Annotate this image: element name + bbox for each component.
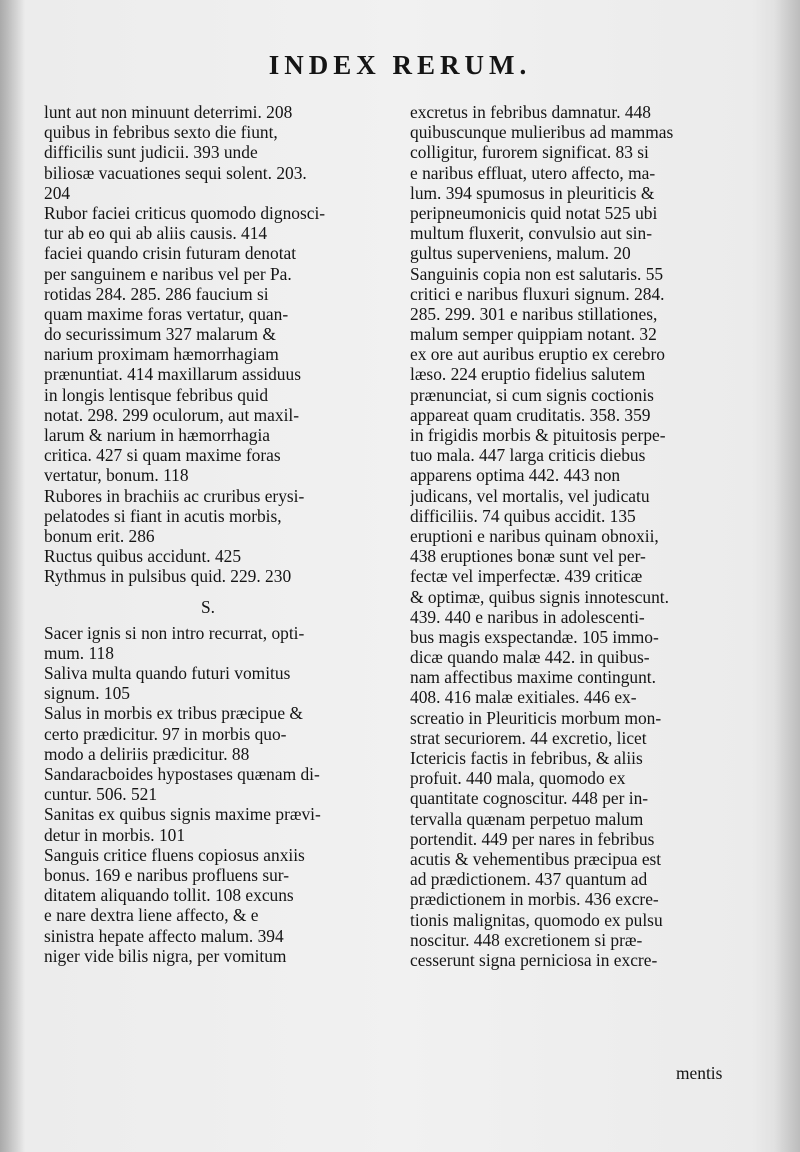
index-line: Sanguinis copia non est salutaris. 55 [410, 263, 664, 284]
index-line: apparens optima 442. 443 non [410, 465, 621, 486]
index-line: ex ore aut auribus eruptio ex cerebro [410, 344, 665, 365]
index-line: mum. 118 [44, 642, 114, 663]
index-line: appareat quam cruditatis. 358. 359 [410, 404, 651, 425]
index-line: S. [200, 596, 216, 617]
index-line: detur in morbis. 101 [44, 824, 186, 845]
index-line: malum semper quippiam notant. 32 [410, 324, 657, 345]
index-line: Rubores in brachiis ac cruribus erysi- [44, 485, 305, 506]
index-line: rotidas 284. 285. 286 faucium si [44, 283, 269, 304]
index-line: 204 [44, 182, 71, 203]
index-line: notat. 298. 299 oculorum, aut maxil- [44, 404, 300, 425]
index-line: screatio in Pleuriticis morbum mon- [410, 707, 662, 728]
index-line: Sacer ignis si non intro recurrat, opti- [44, 622, 305, 643]
index-line: excretus in febribus damnatur. 448 [410, 102, 651, 122]
index-line: nam affectibus maxime contingunt. [410, 667, 656, 688]
index-line: 439. 440 e naribus in adolescenti- [410, 606, 645, 627]
index-line: signum. 105 [44, 683, 130, 704]
index-line: multum fluxerit, convulsio aut sin- [410, 223, 652, 244]
index-line: tuo mala. 447 larga criticis diebus [410, 445, 646, 466]
index-line: & optimæ, quibus signis innotescunt. [410, 586, 669, 607]
index-line: pelatodes si fiant in acutis morbis, [44, 505, 282, 526]
index-line: tervalla quænam perpetuo malum [410, 808, 644, 829]
index-line: Rubor faciei criticus quomodo dignosci- [44, 202, 326, 223]
index-line: difficilis sunt judicii. 393 unde [44, 142, 258, 163]
index-line: e naribus effluat, utero affecto, ma- [410, 162, 656, 183]
index-line: quantitate cognoscitur. 448 per in- [410, 788, 649, 809]
index-line: Ictericis factis in febribus, & aliis [410, 748, 643, 768]
index-line: lum. 394 spumosus in pleuriticis & [410, 182, 655, 203]
index-line: quibuscunque mulieribus ad mammas [410, 122, 674, 143]
index-line: portendit. 449 per nares in febribus [410, 828, 655, 849]
index-line: lunt aut non minuunt deterrimi. 208 [44, 102, 293, 122]
right-index-column [410, 102, 740, 970]
index-line: do securissimum 327 malarum & [44, 324, 276, 345]
index-line: prænunciat, si cum signis coctionis [410, 384, 654, 405]
index-line: gultus superveniens, malum. 20 [410, 243, 631, 264]
index-line: læso. 224 eruptio fidelius salutem [410, 364, 646, 385]
gutter-shadow [0, 0, 26, 1152]
index-line: difficiliis. 74 quibus accidit. 135 [410, 505, 636, 526]
index-line: ad prædictionem. 437 quantum ad [410, 869, 648, 890]
index-line: 285. 299. 301 e naribus stillationes, [410, 303, 658, 324]
page-edge-shadow [774, 0, 800, 1152]
index-line: faciei quando crisin futuram denotat [44, 243, 297, 264]
index-line: larum & narium in hæmorrhagia [44, 425, 271, 445]
index-line: tionis malignitas, quomodo ex pulsu [410, 909, 663, 930]
index-line: cesserunt signa perniciosa in excre- [410, 949, 658, 970]
index-line: 408. 416 malæ exitiales. 446 ex- [410, 687, 637, 708]
index-line: per sanguinem e naribus vel per Pa. [44, 263, 292, 284]
index-line: bonus. 169 e naribus profluens sur- [44, 864, 290, 885]
index-line: Rythmus in pulsibus quid. 229. 230 [44, 566, 292, 587]
index-line: Sanitas ex quibus signis maxime prævi- [44, 804, 321, 825]
index-line: strat securiorem. 44 excretio, licet [410, 727, 647, 748]
index-line: profuit. 440 mala, quomodo ex [410, 768, 626, 789]
index-line: Saliva multa quando futuri vomitus [44, 663, 291, 684]
index-line: vertatur, bonum. 118 [44, 465, 189, 486]
index-line: quam maxime foras vertatur, quan- [44, 303, 289, 324]
left-index-column [44, 102, 372, 966]
index-line: tur ab eo qui ab aliis causis. 414 [44, 223, 268, 244]
index-line: fectæ vel imperfectæ. 439 criticæ [410, 566, 643, 587]
running-title: INDEX RERUM. [268, 50, 532, 80]
index-line: prædictionem in morbis. 436 excre- [410, 889, 659, 910]
index-line: critica. 427 si quam maxime foras [44, 445, 281, 466]
index-line: in longis lentisque febribus quid [44, 384, 269, 405]
index-line: certo prædicitur. 97 in morbis quo- [44, 723, 287, 744]
index-line: biliosæ vacuationes sequi solent. 203. [44, 162, 307, 183]
catchword: mentis [676, 1063, 723, 1083]
index-line: 438 eruptiones bonæ sunt vel per- [410, 546, 646, 567]
index-line: Sanguis critice fluens copiosus anxiis [44, 844, 305, 865]
index-line: modo a deliriis prædicitur. 88 [44, 743, 250, 764]
index-line: Salus in morbis ex tribus præcipue & [44, 703, 303, 724]
index-line: peripneumonicis quid notat 525 ubi [410, 202, 658, 223]
index-line: dicæ quando malæ 442. in quibus- [410, 647, 650, 668]
index-line: sinistra hepate affecto malum. 394 [44, 925, 284, 946]
index-line: quibus in febribus sexto die fiunt, [44, 122, 278, 143]
index-line: eruptioni e naribus quinam obnoxii, [410, 525, 659, 546]
index-line: narium proximam hæmorrhagiam [44, 344, 279, 365]
index-line: judicans, vel mortalis, vel judicatu [410, 485, 650, 506]
index-line: niger vide bilis nigra, per vomitum [44, 945, 287, 966]
index-line: prænuntiat. 414 maxillarum assiduus [44, 364, 301, 385]
index-line: in frigidis morbis & pituitosis perpe- [410, 425, 666, 445]
index-line: Sandaracboides hypostases quænam di- [44, 764, 320, 784]
index-line: bus magis exspectandæ. 105 immo- [410, 626, 659, 647]
index-line: critici e naribus fluxuri signum. 284. [410, 283, 665, 304]
index-line: colligitur, furorem significat. 83 si [410, 142, 649, 163]
index-line: bonum erit. 286 [44, 525, 155, 546]
index-line: noscitur. 448 excretionem si præ- [410, 929, 643, 950]
index-line: acutis & vehementibus præcipua est [410, 848, 662, 869]
index-line: Ructus quibus accidunt. 425 [44, 546, 242, 567]
index-line: cuntur. 506. 521 [44, 784, 158, 805]
index-line: ditatem aliquando tollit. 108 excuns [44, 885, 294, 906]
index-line: e nare dextra liene affecto, & e [44, 905, 259, 926]
